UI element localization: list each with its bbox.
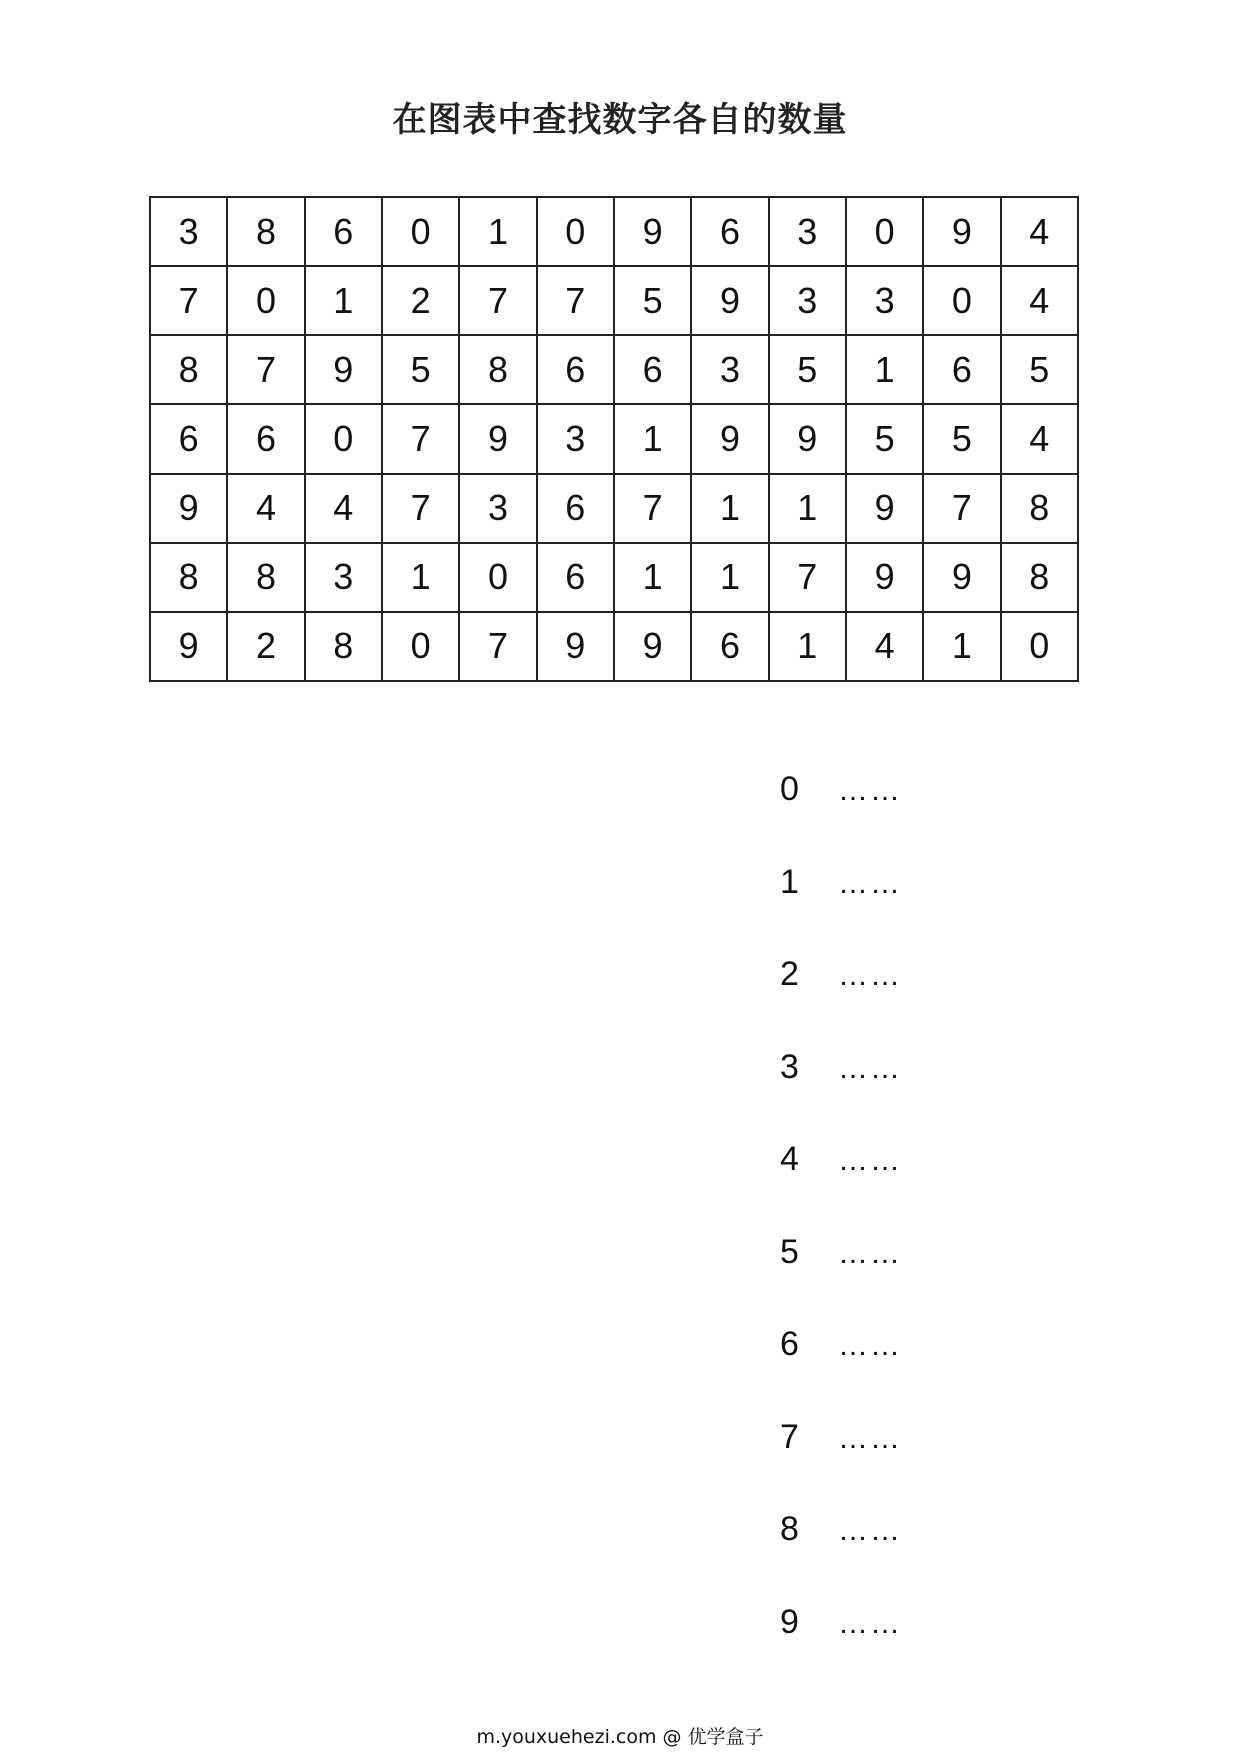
grid-cell: 1 (614, 404, 691, 473)
grid-row (150, 197, 1078, 266)
count-row (780, 863, 1040, 956)
count-answer-list (780, 770, 1040, 1695)
grid-cell: 9 (150, 612, 227, 681)
count-digit: 7 (780, 1417, 799, 1456)
count-answer-blank[interactable]: …… (838, 1514, 902, 1547)
grid-cell: 0 (537, 197, 614, 266)
grid-cell: 1 (305, 266, 382, 335)
grid-cell: 0 (923, 266, 1000, 335)
grid-cell: 5 (1001, 335, 1078, 404)
count-answer-blank[interactable]: …… (838, 1421, 902, 1455)
count-digit: 2 (780, 955, 799, 993)
grid-cell: 3 (537, 404, 614, 473)
count-digit: 3 (780, 1047, 799, 1086)
grid-cell: 7 (382, 474, 459, 543)
grid-cell: 0 (1001, 612, 1078, 681)
number-grid (149, 196, 1079, 682)
grid-cell: 1 (769, 474, 846, 543)
grid-cell: 0 (459, 543, 536, 612)
grid-cell: 3 (305, 543, 382, 612)
grid-cell: 8 (1001, 543, 1078, 612)
count-digit: 6 (780, 1325, 799, 1363)
grid-cell: 0 (305, 404, 382, 473)
grid-row (150, 543, 1078, 612)
footer-watermark: m.youxuehezi.com @ 优学盒子 (476, 1726, 764, 1748)
grid-cell: 0 (227, 266, 304, 335)
grid-cell: 9 (305, 335, 382, 404)
grid-row (150, 404, 1078, 473)
grid-cell: 8 (459, 335, 536, 404)
grid-row (150, 612, 1078, 681)
grid-cell: 9 (537, 612, 614, 681)
grid-cell: 8 (227, 543, 304, 612)
grid-cell: 6 (150, 404, 227, 473)
count-row (780, 1418, 1040, 1511)
count-row (780, 770, 1040, 863)
grid-cell: 5 (382, 335, 459, 404)
grid-row (150, 335, 1078, 404)
count-digit: 8 (780, 1510, 799, 1548)
grid-cell: 4 (1001, 404, 1078, 473)
grid-cell: 1 (614, 543, 691, 612)
count-answer-blank[interactable]: …… (838, 1051, 902, 1085)
grid-cell: 9 (923, 197, 1000, 266)
grid-cell: 4 (1001, 197, 1078, 266)
grid-cell: 1 (459, 197, 536, 266)
grid-cell: 6 (537, 335, 614, 404)
grid-row (150, 266, 1078, 335)
grid-cell: 4 (305, 474, 382, 543)
count-answer-blank[interactable]: …… (838, 1329, 902, 1362)
grid-cell: 6 (227, 404, 304, 473)
grid-cell: 2 (227, 612, 304, 681)
grid-cell: 7 (150, 266, 227, 335)
grid-cell: 3 (769, 266, 846, 335)
grid-cell: 9 (614, 197, 691, 266)
grid-cell: 3 (846, 266, 923, 335)
count-answer-blank[interactable]: …… (838, 866, 902, 900)
grid-cell: 1 (846, 335, 923, 404)
grid-cell: 9 (459, 404, 536, 473)
grid-cell: 0 (846, 197, 923, 266)
count-digit: 4 (780, 1140, 799, 1178)
grid-cell: 9 (614, 612, 691, 681)
grid-cell: 5 (923, 404, 1000, 473)
count-row (780, 1603, 1040, 1696)
count-answer-blank[interactable]: …… (838, 959, 902, 992)
grid-cell: 6 (923, 335, 1000, 404)
grid-cell: 4 (1001, 266, 1078, 335)
grid-cell: 7 (459, 612, 536, 681)
grid-cell: 3 (691, 335, 768, 404)
grid-cell: 7 (769, 543, 846, 612)
count-digit: 0 (780, 770, 799, 808)
grid-cell: 9 (769, 404, 846, 473)
grid-row (150, 474, 1078, 543)
grid-cell: 0 (382, 612, 459, 681)
grid-cell: 5 (614, 266, 691, 335)
grid-cell: 8 (1001, 474, 1078, 543)
grid-cell: 7 (614, 474, 691, 543)
grid-cell: 5 (846, 404, 923, 473)
count-digit: 5 (780, 1232, 799, 1271)
grid-cell: 8 (305, 612, 382, 681)
count-digit: 1 (780, 862, 799, 901)
grid-cell: 9 (846, 543, 923, 612)
grid-cell: 8 (227, 197, 304, 266)
grid-cell: 6 (537, 543, 614, 612)
grid-cell: 6 (614, 335, 691, 404)
grid-cell: 1 (691, 543, 768, 612)
grid-cell: 9 (846, 474, 923, 543)
grid-cell: 7 (459, 266, 536, 335)
grid-cell: 6 (305, 197, 382, 266)
grid-cell: 6 (691, 197, 768, 266)
count-row (780, 1510, 1040, 1603)
grid-cell: 2 (382, 266, 459, 335)
grid-cell: 7 (227, 335, 304, 404)
count-answer-blank[interactable]: …… (838, 1606, 902, 1640)
grid-cell: 5 (769, 335, 846, 404)
grid-cell: 6 (537, 474, 614, 543)
grid-cell: 0 (382, 197, 459, 266)
grid-cell: 9 (691, 266, 768, 335)
grid-cell: 1 (769, 612, 846, 681)
grid-cell: 3 (769, 197, 846, 266)
count-row (780, 1325, 1040, 1418)
count-answer-blank[interactable]: …… (838, 1236, 902, 1270)
grid-cell: 9 (691, 404, 768, 473)
grid-cell: 6 (691, 612, 768, 681)
page-title: 在图表中查找数字各自的数量 (392, 100, 848, 140)
grid-cell: 1 (382, 543, 459, 612)
grid-cell: 9 (923, 543, 1000, 612)
grid-cell: 3 (459, 474, 536, 543)
count-answer-blank[interactable]: …… (838, 774, 902, 807)
count-digit: 9 (780, 1602, 799, 1641)
grid-cell: 7 (382, 404, 459, 473)
grid-cell: 1 (923, 612, 1000, 681)
count-row (780, 1048, 1040, 1141)
grid-cell: 8 (150, 335, 227, 404)
count-row (780, 1233, 1040, 1326)
count-row (780, 1140, 1040, 1233)
grid-cell: 9 (150, 474, 227, 543)
grid-cell: 3 (150, 197, 227, 266)
grid-cell: 4 (846, 612, 923, 681)
grid-cell: 4 (227, 474, 304, 543)
grid-cell: 7 (923, 474, 1000, 543)
grid-cell: 8 (150, 543, 227, 612)
grid-cell: 1 (691, 474, 768, 543)
grid-cell: 7 (537, 266, 614, 335)
count-row (780, 955, 1040, 1048)
count-answer-blank[interactable]: …… (838, 1144, 902, 1177)
